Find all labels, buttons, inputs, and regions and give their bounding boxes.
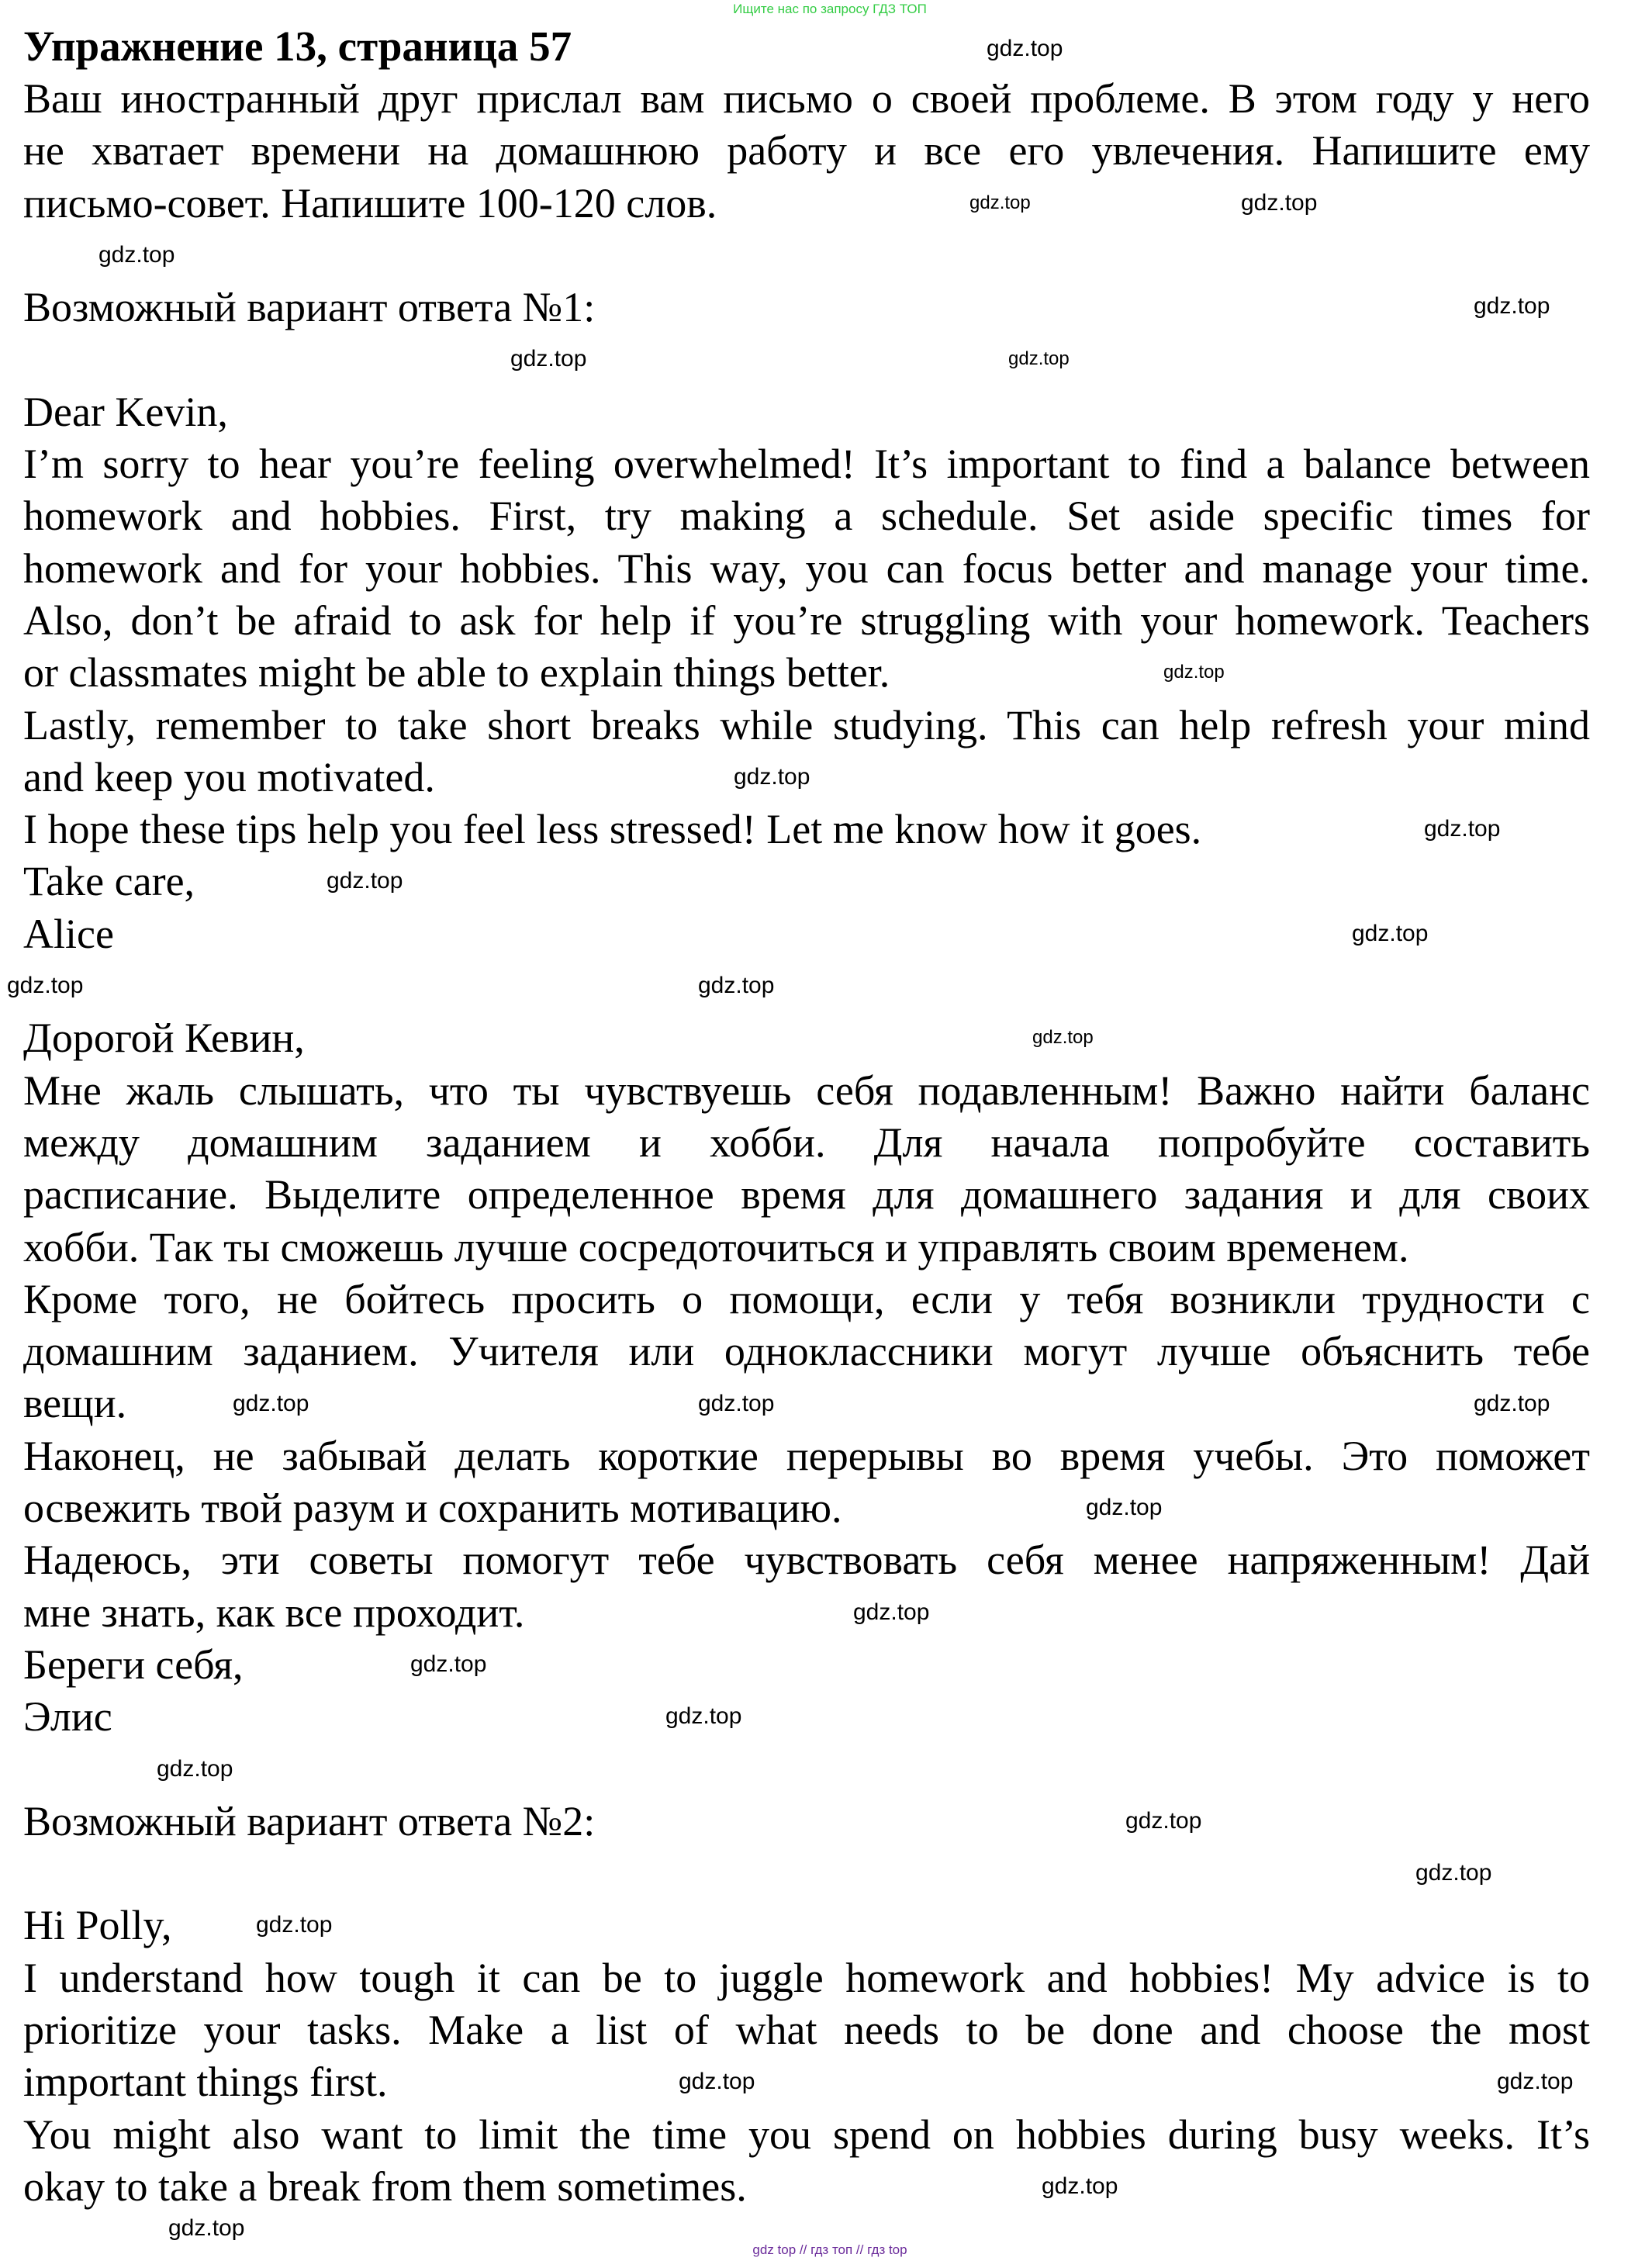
blank-line	[23, 1744, 1590, 1796]
text-line: мне знать, как все проходит.	[23, 1589, 525, 1636]
watermark: gdz.top	[1415, 1860, 1492, 1886]
watermark: gdz.top	[1032, 1027, 1094, 1048]
watermark: gdz.top	[98, 242, 175, 268]
text-line: Dear Kevin,	[23, 388, 228, 435]
text-line: хобби. Так ты сможешь лучше сосредоточиться и управлять своим временем.	[23, 1223, 1409, 1271]
text-line: Alice	[23, 910, 114, 957]
watermark: gdz.top	[510, 346, 587, 372]
text-line: important things first.	[23, 2059, 388, 2106]
text-line: homework and hobbies. First, try making a schedule. Set aside specific times for	[23, 493, 1590, 540]
text-line: Lastly, remember to take short breaks while studying. This can help refresh your mind	[23, 701, 1590, 748]
text-line: Возможный вариант ответа №1:	[23, 284, 596, 331]
text-line: You might also want to limit the time you spend on hobbies during busy weeks. It’s	[23, 2111, 1590, 2158]
text-line: Take care,	[23, 858, 195, 905]
watermark: gdz.top	[233, 1391, 309, 1416]
text-line: I understand how tough it can be to juggle homework and hobbies! My advice is to	[23, 1954, 1590, 2001]
text-line: Ваш иностранный друг прислал вам письмо о своей проблеме. В этом году у него	[23, 75, 1590, 122]
watermark: gdz.top	[327, 868, 403, 894]
text-line: I’m sorry to hear you’re feeling overwhelmed! It’s important to find a balance between	[23, 441, 1590, 488]
watermark: gdz.top	[1042, 2173, 1118, 2199]
watermark: gdz.top	[1086, 1495, 1163, 1520]
watermark: gdz.top	[1474, 293, 1550, 319]
text-line: Наконец, не забывай делать короткие перерывы во время учебы. Это поможет	[23, 1432, 1590, 1479]
text-line: письмо-совет. Напишите 100-120 слов.	[23, 179, 717, 226]
text-line: Элис	[23, 1693, 112, 1741]
watermark: gdz.top	[734, 764, 810, 790]
text-line: and keep you motivated.	[23, 753, 435, 800]
text-line: не хватает времени на домашнюю работу и все его увлечения. Напишите ему	[23, 127, 1590, 175]
text-line: Hi Polly,	[23, 1902, 172, 1949]
watermark: gdz.top	[679, 2069, 755, 2094]
blank-line	[23, 1848, 1590, 1900]
text-line: Кроме того, не бойтесь просить о помощи, если у тебя возникли трудности с	[23, 1275, 1590, 1322]
text-line: okay to take a break from them sometimes.	[23, 2162, 747, 2210]
blank-line	[23, 230, 1590, 282]
text-line: or classmates might be able to explain things better.	[23, 649, 890, 697]
watermark: gdz.top	[698, 973, 775, 998]
text-line: Дорогой Кевин,	[23, 1015, 305, 1062]
watermark: gdz.top	[7, 973, 84, 998]
watermark: gdz.top	[969, 192, 1031, 213]
watermark: gdz.top	[1474, 1391, 1550, 1416]
text-line: prioritize your tasks. Make a list of what needs to be done and choose the most	[23, 2006, 1590, 2053]
watermark: gdz.top	[698, 1391, 775, 1416]
text-line: Also, don’t be afraid to ask for help if you’re struggling with your homework. Teachers	[23, 596, 1590, 644]
watermark: gdz.top	[1125, 1808, 1202, 1834]
text-line: Мне жаль слышать, что ты чувствуешь себя подавленным! Важно найти баланс	[23, 1067, 1590, 1114]
text-line: homework and for your hobbies. This way, you can focus better and manage your time.	[23, 545, 1590, 592]
watermark: gdz.top	[853, 1599, 930, 1625]
text-line: I hope these tips help you feel less stressed! Let me know how it goes.	[23, 806, 1202, 853]
watermark: gdz.top	[410, 1651, 487, 1677]
document-body	[23, 73, 1590, 2213]
text-line: расписание. Выделите определенное время для домашнего задания и для своих	[23, 1171, 1590, 1219]
text-line: между домашним заданием и хобби. Для начала попробуйте составить	[23, 1118, 1590, 1166]
watermark: gdz.top	[1352, 921, 1429, 946]
text-line: Возможный вариант ответа №2:	[23, 1797, 596, 1844]
watermark: gdz.top	[1008, 348, 1070, 369]
text-line: Надеюсь, эти советы помогут тебе чувствовать себя менее напряженным! Дай	[23, 1537, 1590, 1584]
blank-line	[23, 334, 1590, 385]
watermark: gdz.top	[256, 1912, 333, 1938]
watermark: gdz.top	[168, 2215, 245, 2241]
header-note: Ищите нас по запросу ГДЗ ТОП	[733, 2, 927, 16]
watermark: gdz.top	[1163, 662, 1225, 683]
text-line: домашним заданием. Учителя или одноклассники могут лучше объяснить тебе	[23, 1328, 1590, 1375]
watermark: gdz.top	[1424, 816, 1501, 842]
text-line: освежить твой разум и сохранить мотивацию.	[23, 1485, 842, 1532]
text-line: вещи.	[23, 1380, 127, 1427]
watermark: gdz.top	[665, 1703, 742, 1729]
watermark: gdz.top	[1497, 2069, 1574, 2094]
footer-note: gdz top // гдз топ // гдз top	[752, 2242, 907, 2257]
blank-line	[23, 960, 1590, 1012]
text-line: Береги себя,	[23, 1640, 244, 1688]
watermark: gdz.top	[987, 36, 1063, 61]
watermark: gdz.top	[1241, 190, 1318, 216]
page-title: Упражнение 13, страница 57	[23, 22, 572, 70]
watermark: gdz.top	[157, 1756, 233, 1782]
